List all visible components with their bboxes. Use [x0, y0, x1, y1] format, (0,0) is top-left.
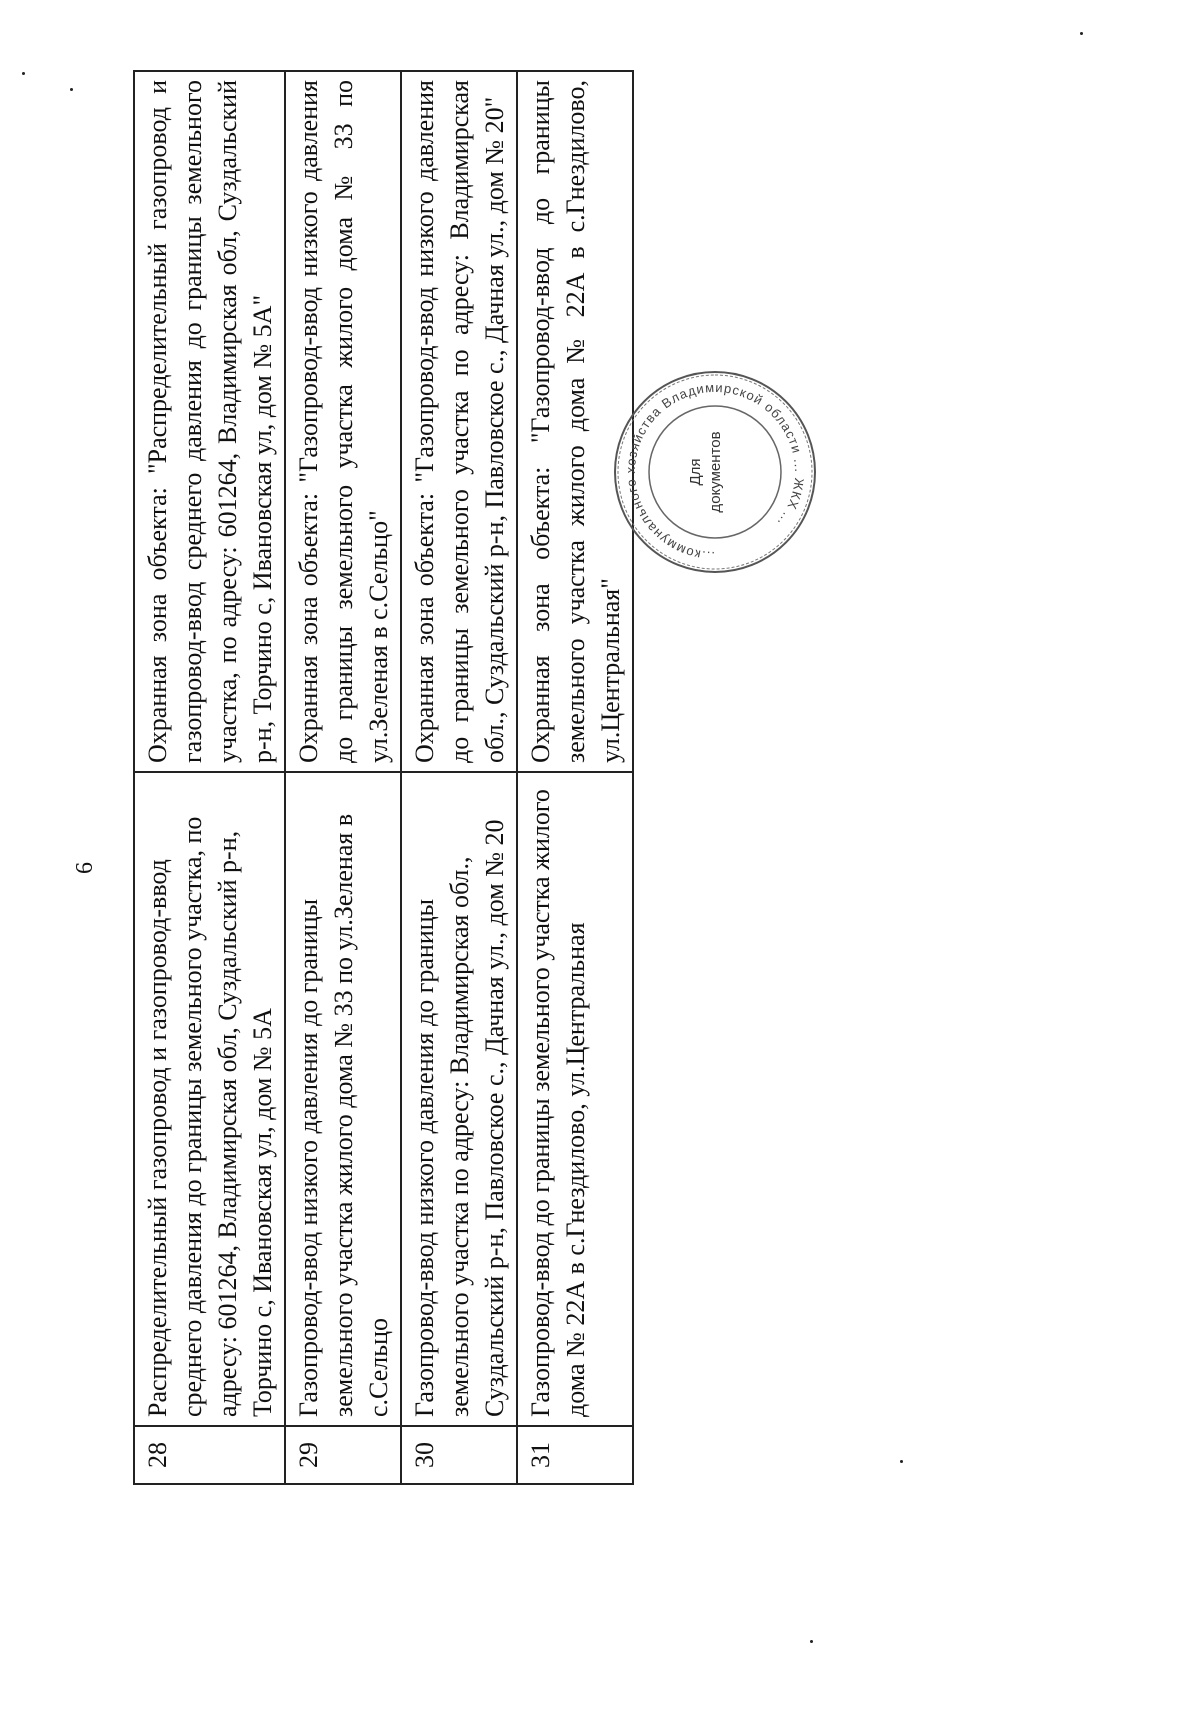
scan-speck: [70, 88, 73, 91]
object-description: Газопровод-ввод до границы земельного участка жилого дома № 22А в с.Гнездилово, ул.Центральная: [517, 772, 633, 1426]
scan-speck: [1080, 32, 1083, 35]
row-number: 31: [517, 1426, 633, 1484]
zone-description: Охранная зона объекта: "Газопровод-ввод до границы земельного участка жилого дома № 22А в с.Гнездилово, ул.Центральная": [517, 71, 633, 772]
object-description: Газопровод-ввод низкого давления до границы земельного участка жилого дома № 33 по ул.Зеленая в с.Сельцо: [285, 772, 401, 1426]
object-description: Распределительный газопровод и газопровод-ввод среднего давления до границы земельного участка, по адресу: 601264, Владимирская обл, Суздальский р-н, Торчино с, Ивановская ул, дом № 5А: [134, 772, 285, 1426]
stamp-line-2: документов: [707, 431, 724, 513]
scan-speck: [810, 1640, 813, 1643]
stamp-line-1: Для: [687, 458, 704, 486]
table-row: [134, 71, 285, 1484]
page-number: 6: [72, 862, 98, 874]
protection-zones-table: [133, 70, 634, 1485]
scan-speck: [900, 1460, 903, 1463]
table-row: [401, 71, 517, 1484]
row-number: 28: [134, 1426, 285, 1484]
table-row: [285, 71, 401, 1484]
table-row: [517, 71, 633, 1484]
stamp-center-text: [686, 367, 726, 577]
row-number: 30: [401, 1426, 517, 1484]
round-stamp: [610, 367, 820, 577]
zone-description: Охранная зона объекта: "Газопровод-ввод низкого давления до границы земельного участка жилого дома № 33 по ул.Зеленая в с.Сельцо": [285, 71, 401, 772]
object-description: Газопровод-ввод низкого давления до границы земельного участка по адресу: Владимирская обл., Суздальский р-н, Павловское с., Дачная ул., дом № 20: [401, 772, 517, 1426]
stamp-ring-text: ...коммунального хозяйства Владимирской области ... ЖКХ ...: [622, 379, 808, 565]
scan-speck: [22, 72, 25, 75]
row-number: 29: [285, 1426, 401, 1484]
zone-description: Охранная зона объекта: "Газопровод-ввод низкого давления до границы земельного участка по адресу: Владимирская обл., Суздальский р-н, Павловское с., Дачная ул., дом № 20": [401, 71, 517, 772]
zone-description: Охранная зона объекта: "Распределительный газопровод и газопровод-ввод среднего давления до границы земельного участка, по адресу: 601264, Владимирская обл, Суздальский р-н, Торчино с, Ивановская ул, дом № 5А": [134, 71, 285, 772]
